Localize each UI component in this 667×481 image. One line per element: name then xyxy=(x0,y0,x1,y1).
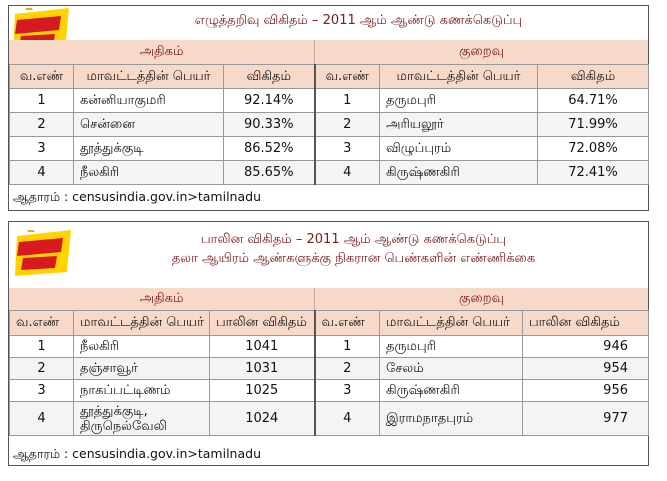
cell-serial: 4 xyxy=(10,402,74,436)
cell-serial: 4 xyxy=(315,402,380,436)
cell-sex-ratio: 954 xyxy=(523,358,649,380)
cell-sex-ratio: 946 xyxy=(523,336,649,358)
col-serial: வ.எண் xyxy=(315,65,380,89)
cell-serial: 3 xyxy=(315,380,380,402)
cell-district xyxy=(74,402,210,436)
literacy-section-header xyxy=(9,40,648,64)
cell-rate: 72.41% xyxy=(538,161,649,185)
col-rate: விகிதம் xyxy=(224,65,315,89)
cell-district-line2: திருநெல்வேலி xyxy=(80,418,167,434)
literacy-title: எழுத்தறிவு விகிதம் – 2011 ஆம் ஆண்டு கணக்கெடுப்பு xyxy=(194,13,523,28)
literacy-source: ஆதாரம் : censusindia.gov.in>tamilnadu xyxy=(13,189,261,204)
col-serial: வ.எண் xyxy=(10,311,74,336)
cell-serial: 3 xyxy=(10,137,74,161)
cell-serial: 2 xyxy=(10,113,74,137)
literacy-high-label: அதிகம் xyxy=(139,44,184,59)
cell-sex-ratio: 1041 xyxy=(210,336,315,358)
cell-district: தருமபுரி xyxy=(380,336,523,358)
literacy-low-label: குறைவு xyxy=(314,40,648,64)
literacy-panel xyxy=(8,5,649,211)
cell-district: நாகப்பட்டிணம் xyxy=(74,380,210,402)
col-district: மாவட்டத்தின் பெயர் xyxy=(74,65,224,89)
cell-district: கிருஷ்ணகிரி xyxy=(380,380,523,402)
cell-sex-ratio: 1025 xyxy=(210,380,315,402)
col-district: மாவட்டத்தின் பெயர் xyxy=(380,65,538,89)
sex-ratio-title xyxy=(69,230,638,268)
cell-serial: 1 xyxy=(315,89,380,113)
sex-ratio-panel xyxy=(8,221,649,466)
cell-district: இராமநாதபுரம் xyxy=(380,402,523,436)
sex-ratio-source: ஆதாரம் : censusindia.gov.in>tamilnadu xyxy=(13,446,261,461)
cell-serial: 2 xyxy=(10,358,74,380)
cell-sex-ratio: 1024 xyxy=(210,402,315,436)
sex-ratio-title-line2: தலா ஆயிரம் ஆண்களுக்கு நிகரான பெண்களின் எண்ணிக்கை xyxy=(171,251,536,266)
cell-district: சேலம் xyxy=(380,358,523,380)
cell-rate: 71.99% xyxy=(538,113,649,137)
cell-rate: 85.65% xyxy=(224,161,315,185)
cell-sex-ratio: 956 xyxy=(523,380,649,402)
cell-district: விழுப்புரம் xyxy=(380,137,538,161)
sex-ratio-section-header xyxy=(9,288,648,310)
cell-district: கன்னியாகுமரி xyxy=(74,89,224,113)
cell-sex-ratio: 1031 xyxy=(210,358,315,380)
cell-rate: 72.08% xyxy=(538,137,649,161)
table-row xyxy=(10,137,649,161)
col-serial: வ.எண் xyxy=(315,311,380,336)
sex-ratio-high-label: அதிகம் xyxy=(139,291,184,306)
table-row xyxy=(10,336,649,358)
cell-serial: 4 xyxy=(10,161,74,185)
table-row xyxy=(10,402,649,436)
cell-serial: 2 xyxy=(315,113,380,137)
cell-rate: 86.52% xyxy=(224,137,315,161)
cell-district: கிருஷ்ணகிரி xyxy=(380,161,538,185)
col-serial: வ.எண் xyxy=(10,65,74,89)
cell-serial: 1 xyxy=(10,336,74,358)
cell-serial: 1 xyxy=(10,89,74,113)
sex-ratio-table xyxy=(9,310,649,436)
cell-district: அரியலூர் xyxy=(380,113,538,137)
table-row xyxy=(10,380,649,402)
table-row xyxy=(10,89,649,113)
literacy-table xyxy=(9,64,649,185)
cell-rate: 92.14% xyxy=(224,89,315,113)
table-row xyxy=(10,113,649,137)
cell-district: தூத்துக்குடி xyxy=(74,137,224,161)
cell-rate: 90.33% xyxy=(224,113,315,137)
cell-serial: 4 xyxy=(315,161,380,185)
cell-district-line1: தூத்துக்குடி, xyxy=(80,403,148,419)
table-row xyxy=(10,161,649,185)
col-sex-ratio: பாலின விகிதம் xyxy=(523,311,649,336)
cell-district: நீலகிரி xyxy=(74,161,224,185)
col-sex-ratio: பாலின விகிதம் xyxy=(210,311,315,336)
cell-rate: 64.71% xyxy=(538,89,649,113)
sex-ratio-low-label: குறைவு xyxy=(314,288,648,310)
cell-district: தருமபுரி xyxy=(380,89,538,113)
cell-serial: 1 xyxy=(315,336,380,358)
col-district: மாவட்டத்தின் பெயர் xyxy=(74,311,210,336)
col-rate: விகிதம் xyxy=(538,65,649,89)
col-district: மாவட்டத்தின் பெயர் xyxy=(380,311,523,336)
cell-serial: 2 xyxy=(315,358,380,380)
cell-sex-ratio: 977 xyxy=(523,402,649,436)
know-logo-icon xyxy=(13,230,75,278)
know-logo xyxy=(13,230,75,278)
cell-district: நீலகிரி xyxy=(74,336,210,358)
table-row xyxy=(10,358,649,380)
cell-serial: 3 xyxy=(315,137,380,161)
cell-serial: 3 xyxy=(10,380,74,402)
cell-district: சென்னை xyxy=(74,113,224,137)
sex-ratio-title-line1: பாலின விகிதம் – 2011 ஆம் ஆண்டு கணக்கெடுப்பு xyxy=(200,232,507,247)
cell-district: தஞ்சாவூர் xyxy=(74,358,210,380)
